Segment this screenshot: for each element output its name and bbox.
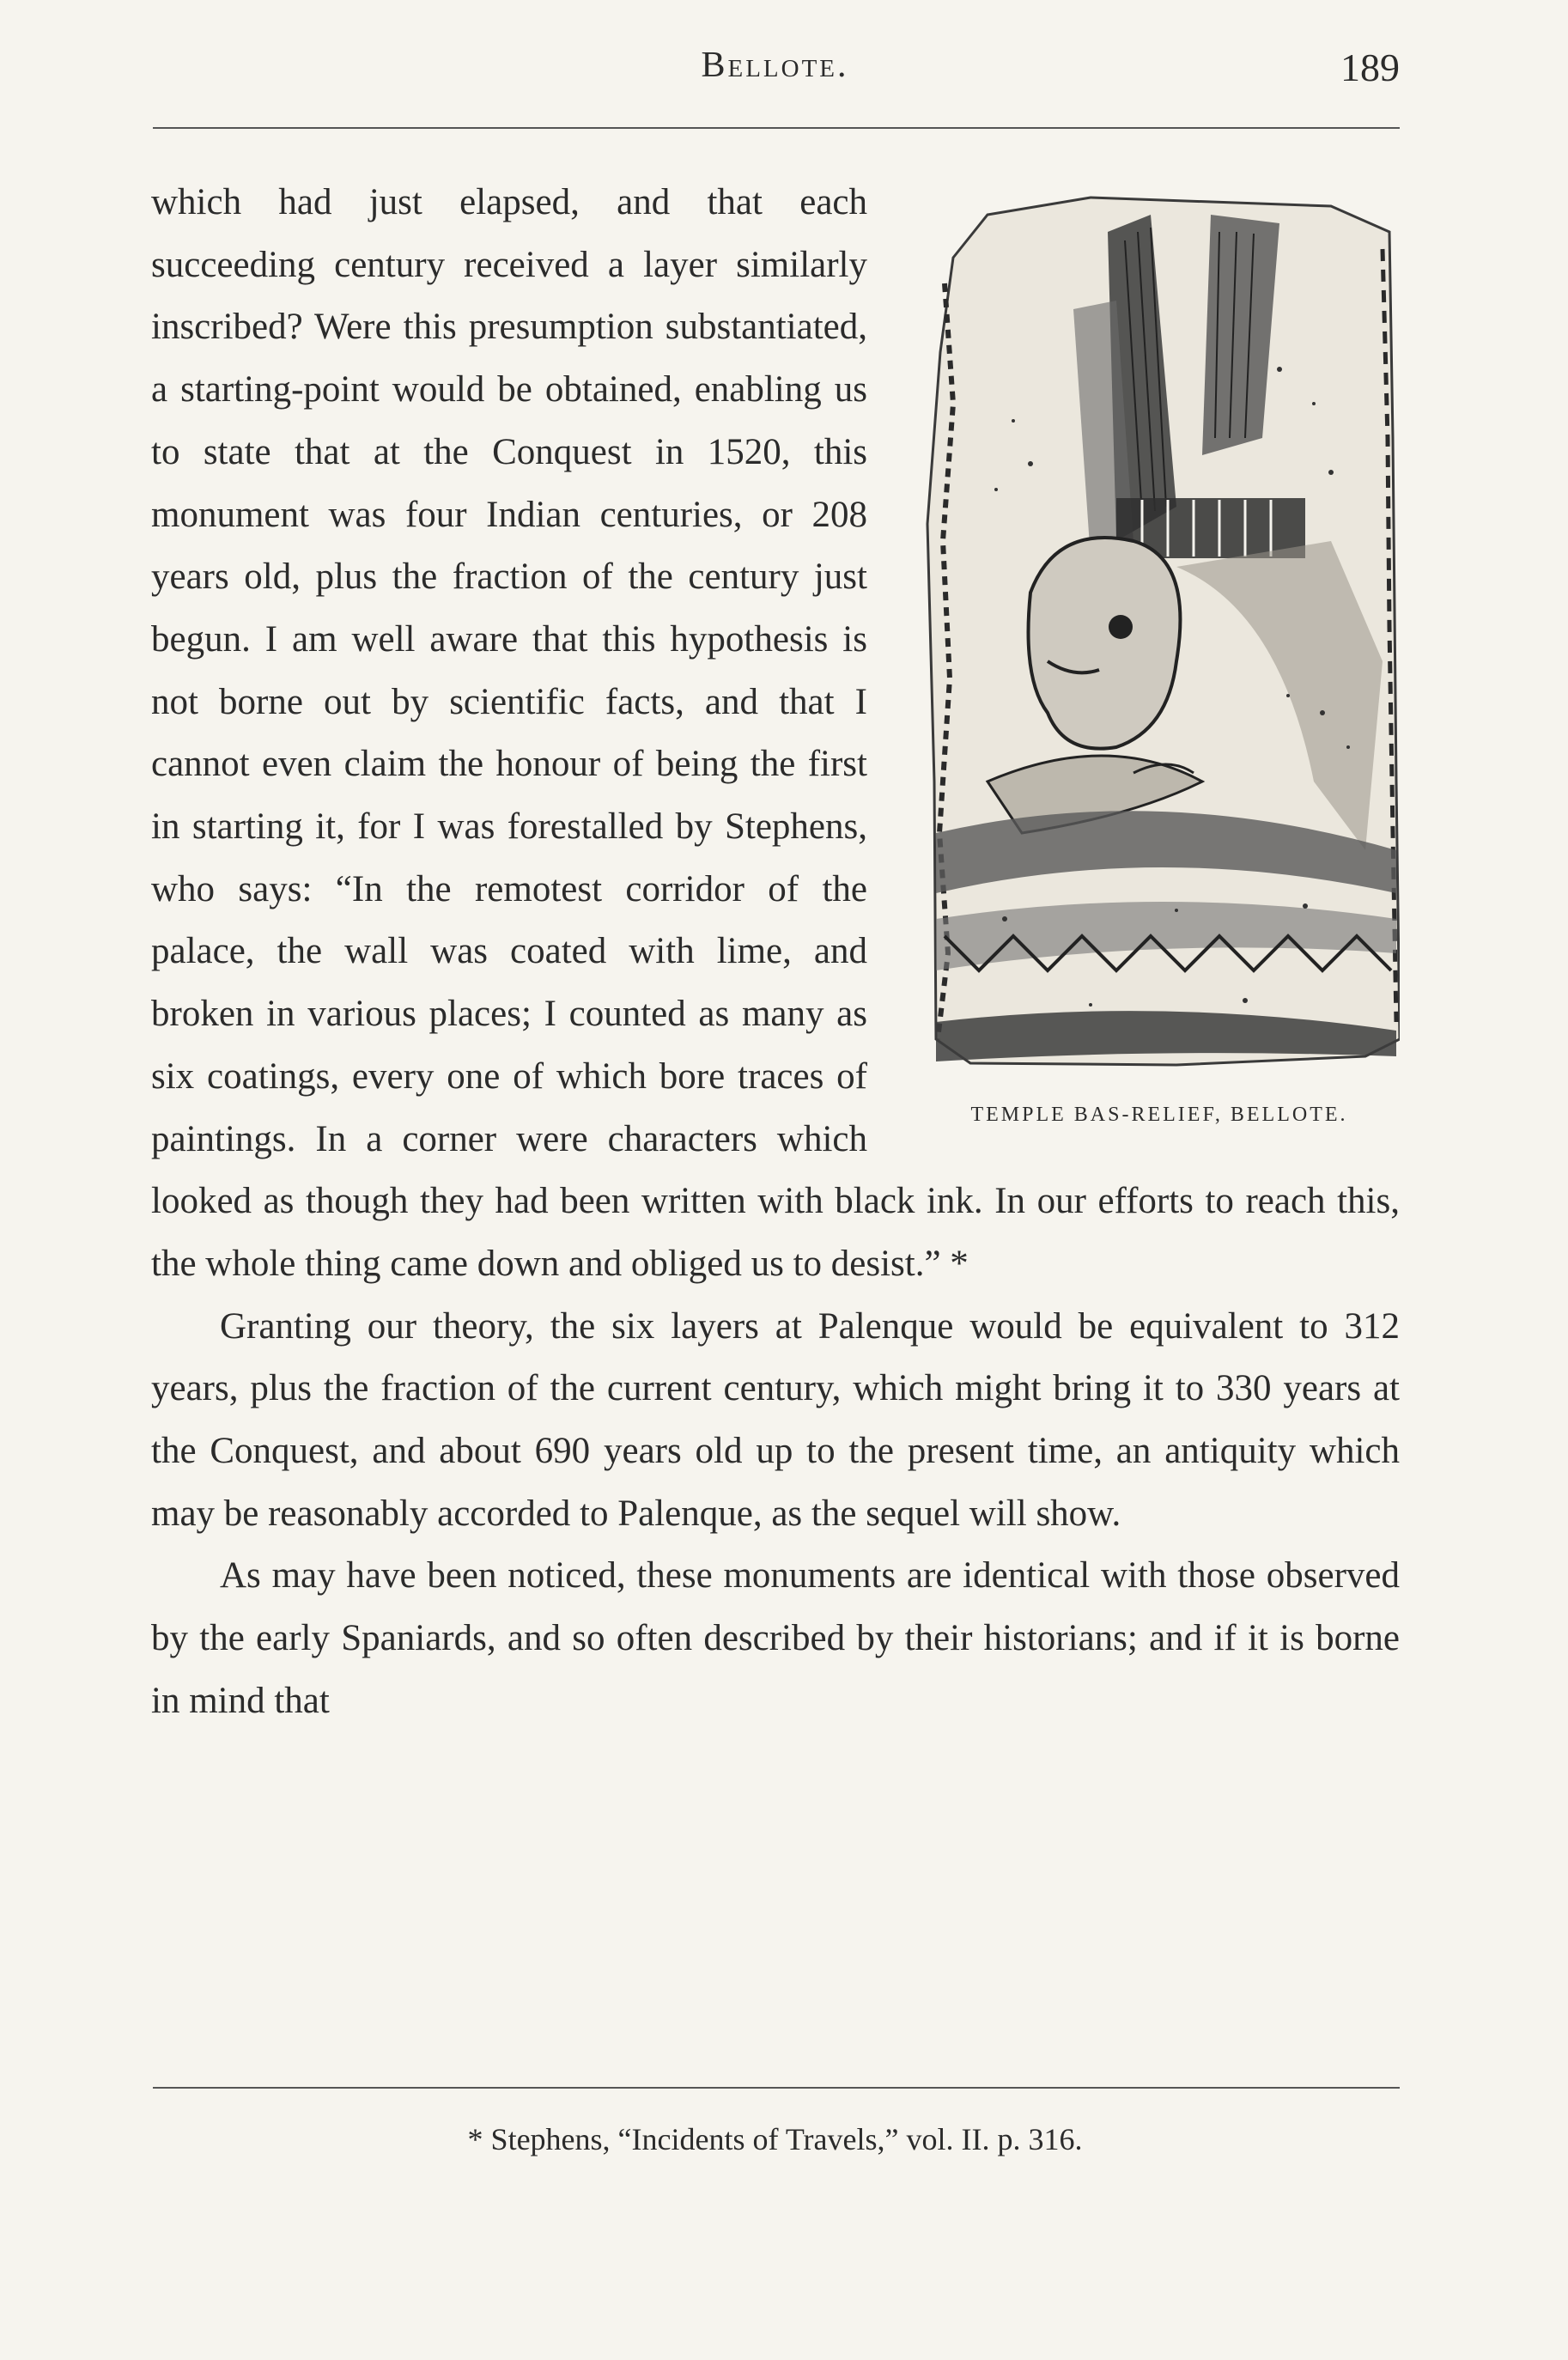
paragraph-1: which had just elapsed, and that each succeeding century received a layer similarly inscribed? Were this presumption substantiated, a starting-point would be obtained, enabling us to state that at the Conquest in 1520, this monument was four Indian centuries, or 208 years old, plus the fraction of the century just begun. I am well aware that this hypothesis is not borne out by scientific facts, and that I cannot even claim the honour of being the first in starting it, for I was forestalled by Stephens, who says: “In the remotest corridor of the palace, the wall was coated with lime, and broken in various places; I counted as many as six coatings, every one of which bore traces of paintings. In a corner were characters which looked as though they had been written with black ink. In our efforts to reach this, the whole thing came down and obliged us to desist.” *	[151, 182, 1400, 1284]
body-text	[151, 172, 1400, 1733]
paragraph-2: Granting our theory, the six layers at Palenque would be equivalent to 312 years, plus the fraction of the current century, which might bring it to 330 years at the Conquest, and about 690 years old up to the present time, an antiquity which may be reasonably accorded to Palenque, as the sequel will show.	[151, 1305, 1400, 1534]
footnote-rule	[153, 2087, 1400, 2089]
page-title: Bellote.	[701, 46, 849, 85]
running-head	[150, 45, 1400, 105]
paragraph-3: As may have been noticed, these monuments are identical with those observed by the early Spaniards, and so often described by their historians; and if it is borne in mind that	[151, 1555, 1400, 1721]
figure	[919, 180, 1400, 1147]
figure-caption: TEMPLE BAS-RELIEF, BELLOTE.	[970, 1104, 1348, 1126]
header-rule	[153, 127, 1400, 129]
bas-relief-illustration	[919, 180, 1400, 1070]
page-number: 189	[1340, 46, 1400, 89]
footnote: * Stephens, “Incidents of Travels,” vol. II. p. 316.	[467, 2122, 1083, 2156]
